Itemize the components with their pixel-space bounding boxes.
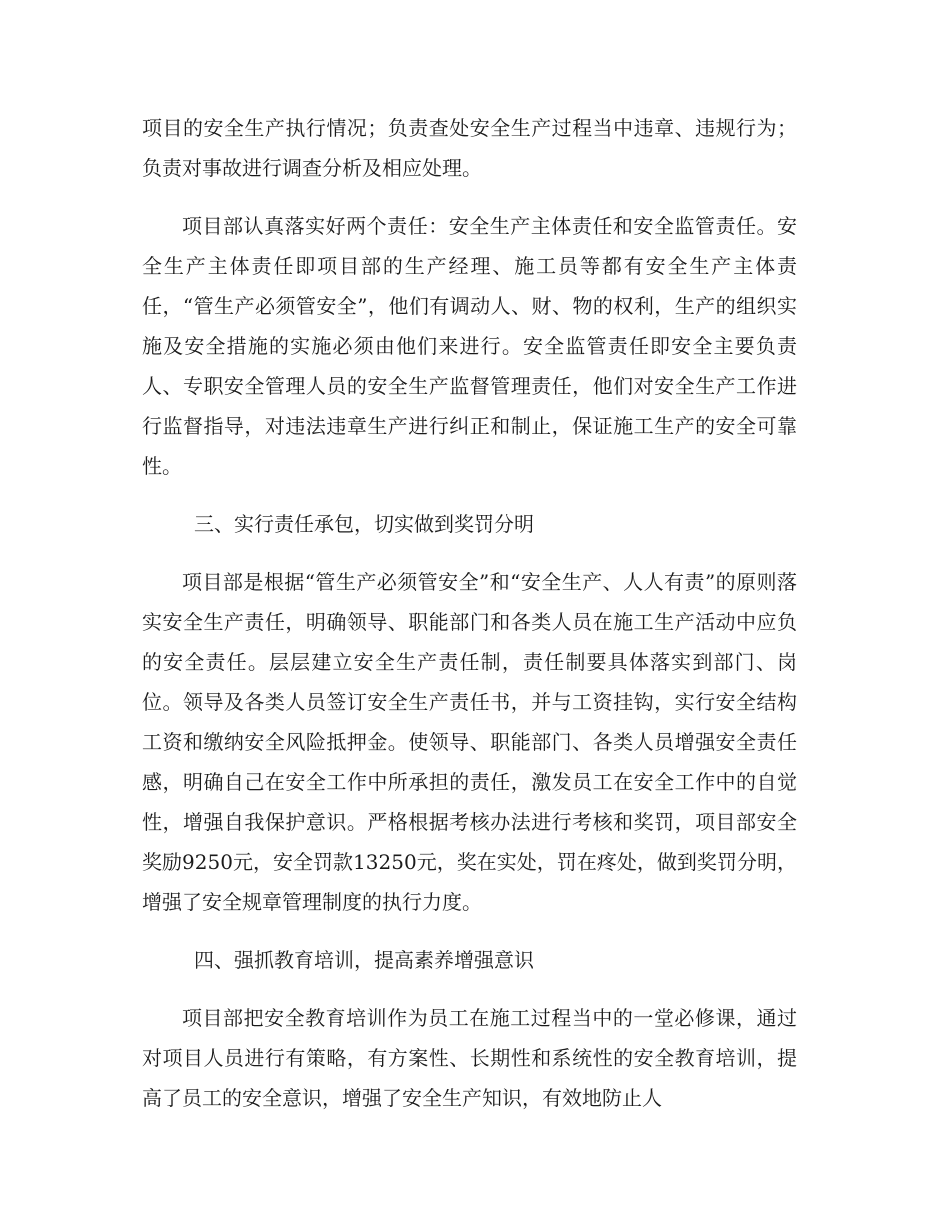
- paragraph-continuation: 项目的安全生产执行情况；负责查处安全生产过程当中违章、违规行为；负责对事故进行调查分析及相应处理。: [142, 116, 797, 180]
- paragraph-responsibility-contract: 项目部是根据“管生产必须管安全”和“安全生产、人人有责”的原则落实安全生产责任，明确领导、职能部门和各类人员在施工生产活动中应负的安全责任。层层建立安全生产责任制，责任制要具体落实到部门、岗位。领导及各类人员签订安全生产责任书，并与工资挂钩，实行安全结构工资和缴纳安全风险抵押金。使领导、职能部门、各类人员增强安全责任感，明确自己在安全工作中所承担的责任，激发员工在安全工作中的自觉性，增强自我保护意识。严格根据考核办法进行考核和奖罚，项目部安全奖励9250元，安全罚款13250元，奖在实处，罚在疼处，做到奖罚分明，增强了安全规章管理制度的执行力度。: [142, 570, 797, 914]
- paragraph-education-training: 项目部把安全教育培训作为员工在施工过程当中的一堂必修课，通过对项目人员进行有策略，有方案性、长期性和系统性的安全教育培训，提高了员工的安全意识，增强了安全生产知识，有效地防止人: [142, 1006, 797, 1110]
- paragraph-two-responsibilities: 项目部认真落实好两个责任：安全生产主体责任和安全监管责任。安全生产主体责任即项目部的生产经理、施工员等都有安全生产主体责任，“管生产必须管安全”，他们有调动人、财、物的权利，生产的组织实施及安全措施的实施必须由他们来进行。安全监管责任即安全主要负责人、专职安全管理人员的安全生产监督管理责任，他们对安全生产工作进行监督指导，对违法违章生产进行纠正和制止，保证施工生产的安全可靠性。: [142, 214, 797, 478]
- section-heading-4: 四、强抓教育培训，提高素养增强意识: [194, 948, 534, 972]
- document-body: [142, 108, 797, 1118]
- section-heading-3: 三、实行责任承包，切实做到奖罚分明: [194, 512, 534, 536]
